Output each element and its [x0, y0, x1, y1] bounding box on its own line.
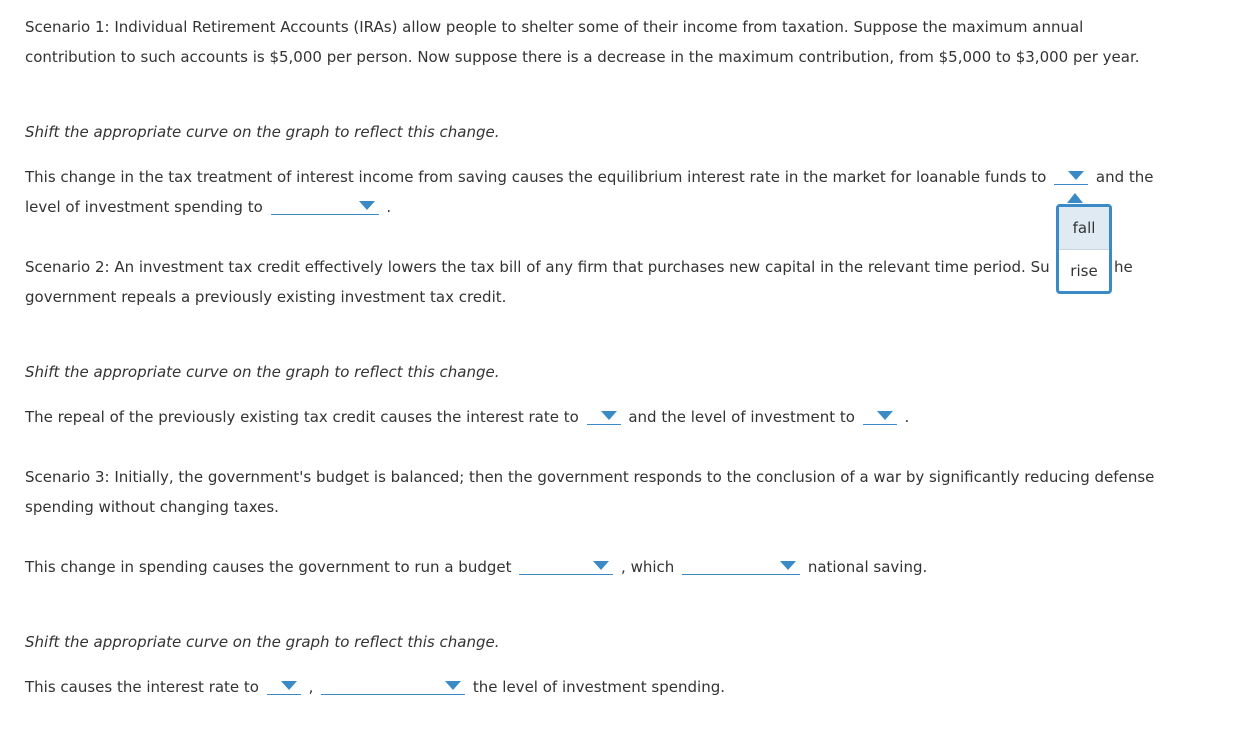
scenario3-q1-which: , which	[621, 558, 675, 576]
chevron-down-icon	[359, 201, 375, 210]
scenario2-question-text: The repeal of the previously existing tax credit causes the interest rate to	[25, 408, 579, 426]
chevron-down-icon	[1068, 171, 1084, 180]
scenario1-question-text: This change in the tax treatment of interest income from saving causes the equilibrium interest rate in the market for loanable funds to	[25, 168, 1047, 186]
national-saving-dropdown[interactable]	[682, 556, 800, 575]
interest-rate-dropdown-2[interactable]	[587, 406, 621, 425]
scenario2-instruction: Shift the appropriate curve on the graph to reflect this change.	[25, 363, 500, 381]
scenario3-line2: spending without changing taxes.	[25, 498, 279, 516]
investment-dropdown-2[interactable]	[863, 406, 897, 425]
scenario2-period: .	[904, 408, 910, 426]
scenario3-q1-text: This change in spending causes the government to run a budget	[25, 558, 512, 576]
scenario1-instruction: Shift the appropriate curve on the graph to reflect this change.	[25, 123, 500, 141]
dropdown-option-rise[interactable]: rise	[1070, 262, 1098, 280]
scenario3-q2-end: the level of investment spending.	[472, 678, 725, 696]
dropdown-popup	[1056, 204, 1112, 294]
chevron-down-icon	[281, 681, 297, 690]
scenario1-period: .	[386, 198, 392, 216]
scenario3-instruction: Shift the appropriate curve on the graph to reflect this change.	[25, 633, 500, 651]
popup-pointer-icon	[1067, 193, 1083, 203]
scenario2-question	[25, 402, 909, 432]
budget-dropdown[interactable]	[519, 556, 613, 575]
scenario3-q2-text: This causes the interest rate to	[25, 678, 259, 696]
scenario3-question1	[25, 552, 927, 582]
chevron-down-icon	[593, 561, 609, 570]
interest-rate-dropdown-1[interactable]	[1054, 166, 1088, 185]
scenario3-q2-comma: ,	[308, 678, 314, 696]
chevron-down-icon	[445, 681, 461, 690]
chevron-down-icon	[877, 411, 893, 420]
scenario2-investment-text: and the level of investment to	[628, 408, 855, 426]
scenario3-text	[25, 462, 1205, 522]
scenario1-question-line1	[25, 162, 1154, 192]
investment-dropdown-1[interactable]	[271, 196, 379, 215]
scenario1-line2: contribution to such accounts is $5,000 per person. Now suppose there is a decrease in the maximum contribution, from $5,000 to $3,000 per year.	[25, 48, 1140, 66]
scenario1-question-line2	[25, 192, 391, 222]
scenario2-text	[25, 252, 1205, 312]
scenario2-line2: government repeals a previously existing investment tax credit.	[25, 288, 507, 306]
scenario2-line1-tail: he	[1114, 258, 1133, 276]
scenario2-line1	[25, 252, 1205, 282]
scenario1-investment-text: level of investment spending to	[25, 198, 263, 216]
scenario3-question2	[25, 672, 725, 702]
chevron-down-icon	[780, 561, 796, 570]
scenario1-text	[25, 12, 1205, 72]
scenario2-line1-visible: Scenario 2: An investment tax credit effectively lowers the tax bill of any firm that purchases new capital in the relevant time period. Su	[25, 258, 1050, 276]
dropdown-option-fall[interactable]: fall	[1059, 207, 1109, 250]
scenario3-line1: Scenario 3: Initially, the government's budget is balanced; then the government responds to the conclusion of a war by significantly reducing defense	[25, 468, 1155, 486]
scenario1-question-and: and the	[1095, 168, 1154, 186]
scenario3-q1-saving: national saving.	[807, 558, 928, 576]
scenario1-line1: Scenario 1: Individual Retirement Accounts (IRAs) allow people to shelter some of their income from taxation. Suppose the maximum annual	[25, 18, 1084, 36]
chevron-down-icon	[601, 411, 617, 420]
interest-rate-dropdown-3[interactable]	[267, 676, 301, 695]
investment-direction-dropdown[interactable]	[321, 676, 465, 695]
